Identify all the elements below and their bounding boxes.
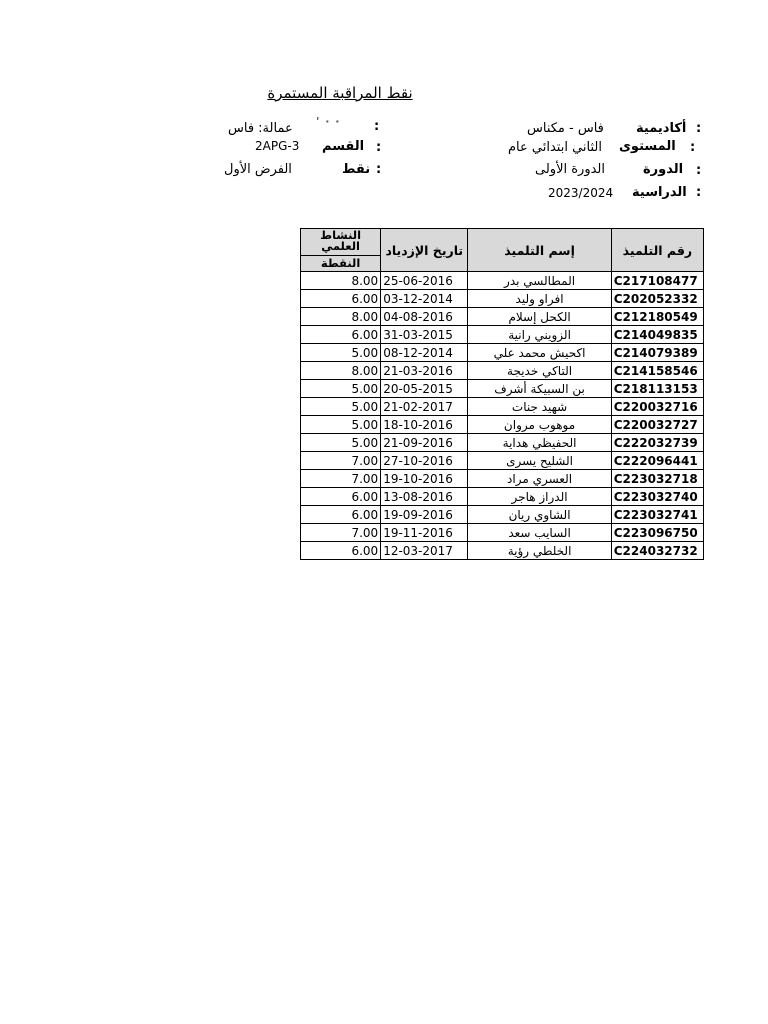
- grade-header: النقطة: [320, 256, 361, 270]
- grade-cell: 6.00: [301, 290, 381, 308]
- table-row: [301, 470, 704, 488]
- student-name-cell: الكحل إسلام: [468, 308, 611, 326]
- grade-cell: 5.00: [301, 434, 381, 452]
- student-id-cell: C223096750: [611, 524, 703, 542]
- level-label: المستوى: [619, 139, 676, 154]
- table-row: [301, 452, 704, 470]
- student-id-cell: C214049835: [611, 326, 703, 344]
- grade-cell: 5.00: [301, 416, 381, 434]
- table-header-row: [301, 229, 704, 272]
- grade-cell: 8.00: [301, 308, 381, 326]
- level-value: الثاني ابتدائي عام: [508, 140, 602, 155]
- session-value: الدورة الأولى: [535, 162, 605, 177]
- student-id-cell: C223032740: [611, 488, 703, 506]
- province-colon: :: [374, 119, 380, 134]
- grade-cell: 5.00: [301, 398, 381, 416]
- grade-cell: 8.00: [301, 272, 381, 290]
- class-value: 2APG-3: [255, 139, 300, 153]
- activity-header-line1: النشاط: [320, 229, 362, 242]
- grade-cell: 7.00: [301, 470, 381, 488]
- activity-grade-header: [301, 229, 381, 272]
- student-id-cell: C224032732: [611, 542, 703, 560]
- table-row: [301, 416, 704, 434]
- table-row: [301, 362, 704, 380]
- birth-date-cell: 25-06-2016: [381, 272, 468, 290]
- student-id-cell: C223032741: [611, 506, 703, 524]
- student-name-cell: الشاوي ريان: [468, 506, 611, 524]
- student-id-cell: C220032727: [611, 416, 703, 434]
- grade-cell: 5.00: [301, 380, 381, 398]
- table-row: [301, 344, 704, 362]
- table-row: [301, 488, 704, 506]
- table-row: [301, 326, 704, 344]
- student-id-cell: C218113153: [611, 380, 703, 398]
- student-name-cell: اكحيش محمد علي: [468, 344, 611, 362]
- student-name-cell: العسري مراد: [468, 470, 611, 488]
- table-row: [301, 308, 704, 326]
- student-id-header: رقم التلميذ: [611, 229, 703, 272]
- birth-date-cell: 19-10-2016: [381, 470, 468, 488]
- table-row: [301, 434, 704, 452]
- activity-header-line2: العلمي: [321, 239, 360, 253]
- academy-value: فاس - مكناس: [527, 121, 604, 136]
- birth-date-cell: 21-09-2016: [381, 434, 468, 452]
- student-id-cell: C223032718: [611, 470, 703, 488]
- birth-date-cell: 12-03-2017: [381, 542, 468, 560]
- grade-cell: 6.00: [301, 488, 381, 506]
- grade-cell: 6.00: [301, 542, 381, 560]
- student-id-cell: C214079389: [611, 344, 703, 362]
- table-row: [301, 542, 704, 560]
- student-name-cell: المطالسي بدر: [468, 272, 611, 290]
- grades-value: الفرض الأول: [224, 162, 292, 177]
- grades-label: نقط: [342, 162, 371, 177]
- student-name-cell: شهيد جنات: [468, 398, 611, 416]
- birth-date-cell: 27-10-2016: [381, 452, 468, 470]
- table-row: [301, 398, 704, 416]
- year-label: الدراسية: [632, 185, 687, 200]
- level-colon: :: [690, 140, 696, 155]
- year-value: 2023/2024: [548, 186, 614, 200]
- birth-date-cell: 18-10-2016: [381, 416, 468, 434]
- grade-cell: 6.00: [301, 326, 381, 344]
- grade-cell: 5.00: [301, 344, 381, 362]
- table-row: [301, 524, 704, 542]
- student-id-cell: C217108477: [611, 272, 703, 290]
- student-name-cell: بن السبيكة أشرف: [468, 380, 611, 398]
- grade-cell: 7.00: [301, 524, 381, 542]
- student-name-cell: افراو وليد: [468, 290, 611, 308]
- table-row: [301, 290, 704, 308]
- student-name-header: إسم التلميذ: [468, 229, 611, 272]
- birth-date-cell: 03-12-2014: [381, 290, 468, 308]
- session-colon: :: [696, 163, 702, 178]
- birth-date-cell: 21-02-2017: [381, 398, 468, 416]
- table-row: [301, 506, 704, 524]
- student-id-cell: C222096441: [611, 452, 703, 470]
- student-id-cell: C202052332: [611, 290, 703, 308]
- academy-colon: :: [696, 121, 702, 136]
- academy-label: أكاديمية: [636, 121, 687, 136]
- student-name-cell: الخلطي رؤية: [468, 542, 611, 560]
- year-colon: :: [696, 185, 702, 200]
- birth-date-cell: 19-11-2016: [381, 524, 468, 542]
- student-name-cell: السايب سعد: [468, 524, 611, 542]
- birth-date-cell: 13-08-2016: [381, 488, 468, 506]
- student-id-cell: C220032716: [611, 398, 703, 416]
- birth-date-cell: 04-08-2016: [381, 308, 468, 326]
- birth-date-cell: 21-03-2016: [381, 362, 468, 380]
- student-id-cell: C212180549: [611, 308, 703, 326]
- grade-cell: 7.00: [301, 452, 381, 470]
- student-name-cell: الحفيظي هداية: [468, 434, 611, 452]
- grades-colon: :: [376, 162, 382, 177]
- birth-date-cell: 31-03-2015: [381, 326, 468, 344]
- student-name-cell: الزويني رانية: [468, 326, 611, 344]
- birth-date-cell: 19-09-2016: [381, 506, 468, 524]
- student-name-cell: موهوب مروان: [468, 416, 611, 434]
- grade-cell: 6.00: [301, 506, 381, 524]
- birth-date-cell: 20-05-2015: [381, 380, 468, 398]
- student-id-cell: C214158546: [611, 362, 703, 380]
- session-label: الدورة: [643, 162, 684, 177]
- student-name-cell: الدراز هاجر: [468, 488, 611, 506]
- province-label-cutoff: ' · ·: [316, 115, 341, 128]
- page-title: نقط المراقبة المستمرة: [267, 84, 413, 102]
- student-id-cell: C222032739: [611, 434, 703, 452]
- province-value: عمالة: فاس: [228, 121, 293, 136]
- grade-cell: 8.00: [301, 362, 381, 380]
- student-name-cell: التاكي خديجة: [468, 362, 611, 380]
- table-row: [301, 380, 704, 398]
- table-row: [301, 272, 704, 290]
- student-name-cell: الشليح يسرى: [468, 452, 611, 470]
- class-colon: :: [376, 140, 382, 155]
- birth-date-cell: 08-12-2014: [381, 344, 468, 362]
- grades-table: [300, 228, 704, 560]
- birth-date-header: تاريخ الإزدياد: [381, 229, 468, 272]
- class-label: القسم: [322, 139, 365, 154]
